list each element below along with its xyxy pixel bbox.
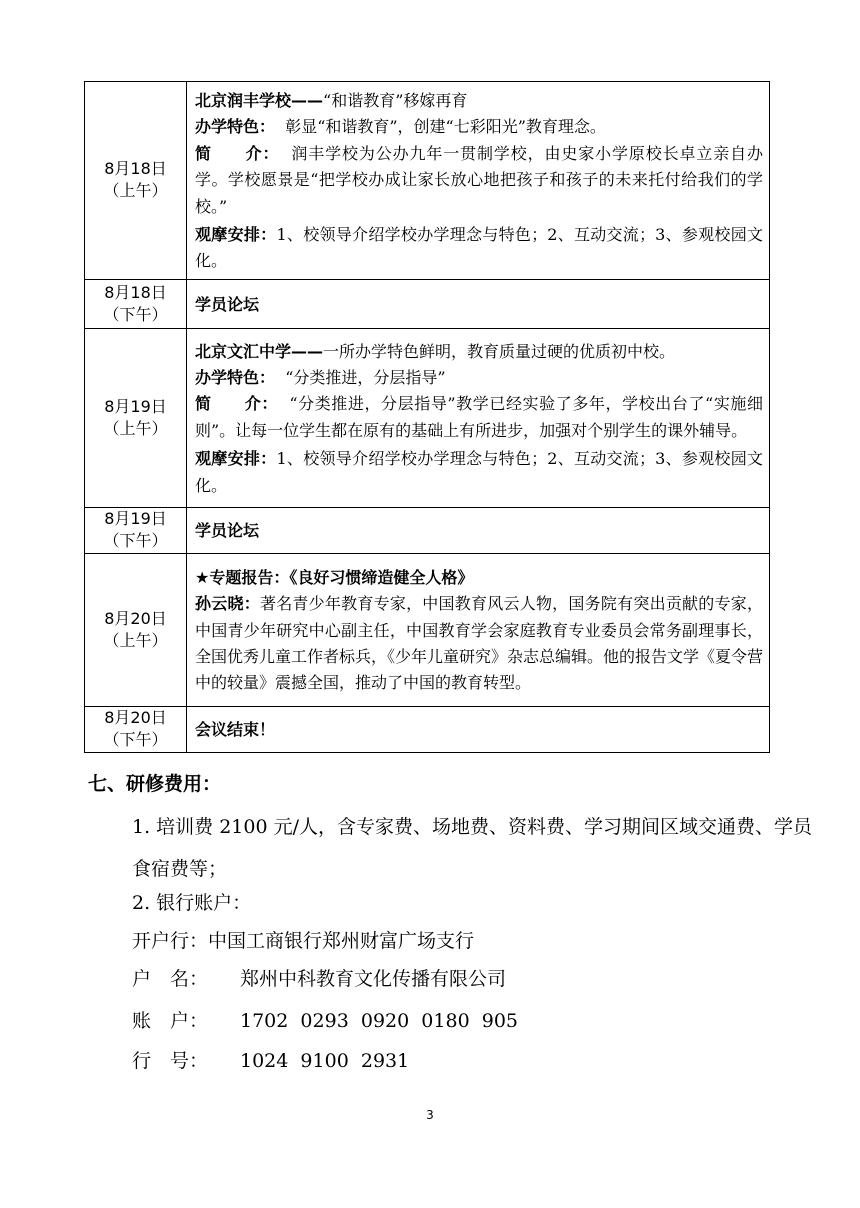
speaker-bio — [195, 591, 763, 697]
period-text: （上午） — [103, 181, 168, 201]
school-slogan: 一所办学特色鲜明，教育质量过硬的优质初中校。 — [323, 341, 676, 361]
visit-label: 观摩安排： — [195, 449, 277, 469]
period-text: （下午） — [103, 730, 168, 750]
visit-text: 1、校领导介绍学校办学理念与特色；2、互动交流；3、参观校园文化。 — [195, 449, 763, 495]
period-text: （下午） — [103, 531, 168, 551]
intro-line — [195, 141, 763, 220]
date-cell — [85, 553, 187, 706]
period-text: （下午） — [103, 304, 168, 324]
schedule-row — [85, 553, 770, 706]
schedule-row — [85, 279, 770, 328]
feature-label: 办学特色： — [195, 117, 276, 137]
period-text: （上午） — [103, 418, 168, 438]
date-text: 8月20日 — [104, 708, 167, 728]
bank-branch-label: 开户行： — [132, 930, 209, 952]
bank-branch-value: 中国工商银行郑州财富广场支行 — [208, 930, 475, 952]
date-text: 8月20日 — [104, 608, 167, 628]
date-text: 8月19日 — [104, 509, 167, 529]
date-text: 8月18日 — [104, 159, 167, 179]
forum-text: 学员论坛 — [195, 294, 260, 314]
content-cell — [187, 706, 770, 752]
visit-label: 观摩安排： — [195, 225, 277, 245]
schedule-row — [85, 706, 770, 752]
speaker-label: 孙云晓： — [195, 594, 260, 614]
account-number-value: 1702 0293 0920 0180 905 — [240, 1010, 518, 1032]
school-title — [195, 339, 763, 365]
intro-text: 润丰学校为公办九年一贯制学校，由史家小学原校长卓立亲自办学。学校愿景是“把学校办成让家长放心地把孩子和孩子的未来托付给我们的学校。” — [195, 143, 763, 216]
visit-line — [195, 446, 763, 499]
forum-text: 学员论坛 — [195, 521, 260, 541]
visit-line — [195, 222, 763, 275]
feature-text: “分类推进，分层指导” — [285, 368, 446, 388]
date-cell — [85, 328, 187, 507]
intro-line — [195, 391, 763, 444]
feature-line — [195, 365, 763, 391]
school-name: 北京文汇中学—— — [195, 341, 324, 361]
date-text: 8月19日 — [104, 396, 167, 416]
page-number: 3 — [426, 1108, 434, 1122]
content-cell — [187, 553, 770, 706]
date-cell — [85, 82, 187, 280]
content-cell — [187, 328, 770, 507]
account-name-value: 郑州中科教育文化传播有限公司 — [240, 968, 507, 990]
fee-item-training: 1. 培训费 2100 元/人，含专家费、场地费、资料费、学习期间区域交通费、学员食宿费等； — [132, 816, 813, 880]
account-number-label: 账 户： — [132, 1010, 209, 1032]
bank-code-line — [88, 1040, 814, 1082]
school-name: 北京润丰学校—— — [195, 91, 324, 110]
bank-code-label: 行 号： — [132, 1050, 209, 1072]
school-title — [195, 88, 763, 114]
content-cell — [187, 279, 770, 328]
intro-label: 简 介： — [195, 394, 278, 414]
date-text: 8月18日 — [104, 282, 167, 302]
date-cell — [85, 507, 187, 553]
fee-item-bank: 2. 银行账户： — [132, 892, 252, 914]
schedule-row — [85, 82, 770, 280]
schedule-row — [85, 328, 770, 507]
feature-text: 彰显“和谐教育”，创建“七彩阳光”教育理念。 — [285, 117, 606, 137]
intro-label: 简 介： — [195, 143, 280, 163]
feature-line — [195, 114, 763, 140]
bank-branch-line — [88, 920, 814, 962]
account-number-line — [88, 1000, 814, 1042]
report-title: ★专题报告：《良好习惯缔造健全人格》 — [195, 567, 474, 587]
intro-text: “分类推进，分层指导”教学已经实验了多年，学校出台了“实施细则”。让每一位学生都在原有的基础上有所进步，加强对个别学生的课外辅导。 — [195, 394, 763, 440]
visit-text: 1、校领导介绍学校办学理念与特色；2、互动交流；3、参观校园文化。 — [195, 225, 763, 271]
content-cell — [187, 507, 770, 553]
account-name-label: 户 名： — [132, 968, 209, 990]
feature-label: 办学特色： — [195, 368, 276, 388]
date-cell — [85, 706, 187, 752]
closing-text: 会议结束！ — [195, 720, 276, 740]
speaker-text: 著名青少年教育专家，中国教育风云人物，国务院有突出贡献的专家，中国青少年研究中心副主任，中国教育学会家庭教育专业委员会常务副理事长，全国优秀儿童工作者标兵，《少年儿童研究》杂志总编辑。他的报告文学《夏令营中的较量》震撼全国，推动了中国的教育转型。 — [195, 594, 764, 693]
period-text: （上午） — [103, 630, 168, 650]
account-name-line — [88, 958, 814, 1000]
school-slogan: “和谐教育”移嫁再育 — [323, 91, 468, 110]
date-cell — [85, 279, 187, 328]
schedule-row — [85, 507, 770, 553]
bank-code-value: 1024 9100 2931 — [240, 1050, 410, 1072]
content-cell — [187, 82, 770, 280]
schedule-table — [84, 81, 770, 753]
fees-section-title: 七、研修费用： — [88, 773, 222, 795]
